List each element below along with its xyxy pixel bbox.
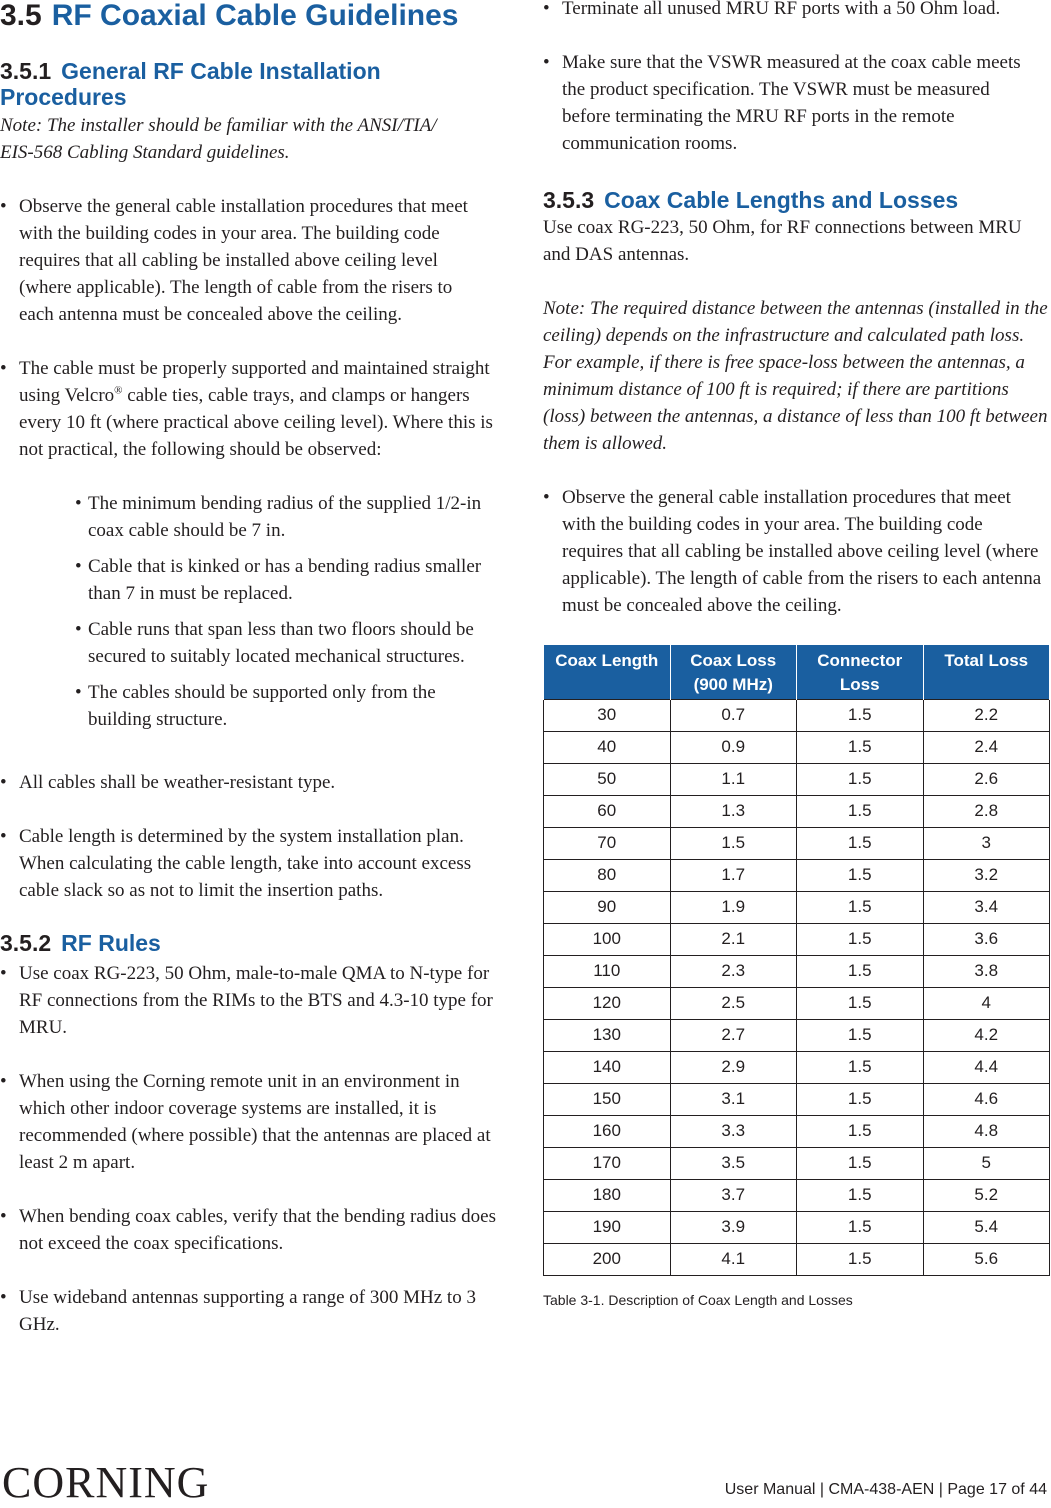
table-cell: 2.6 — [923, 763, 1050, 795]
table-cell: 2.3 — [670, 955, 797, 987]
table-cell: 160 — [544, 1115, 671, 1147]
table-cell: 3.4 — [923, 891, 1050, 923]
bullet-item: • When bending coax cables, verify that the bending radius does not exceed the coax specifications. — [0, 1203, 509, 1257]
table-row — [544, 1243, 1050, 1275]
table-cell: 1.5 — [797, 891, 924, 923]
section-number: 3.5 — [0, 0, 42, 32]
table-cell: 1.3 — [670, 795, 797, 827]
table-cell: 2.9 — [670, 1051, 797, 1083]
table-cell: 2.5 — [670, 987, 797, 1019]
subsection-3-5-1-heading: 3.5.1 General RF Cable Installation Procedures — [0, 58, 381, 110]
mru-bullets — [543, 0, 1051, 157]
table-cell: 1.5 — [797, 987, 924, 1019]
table-cell: 3.5 — [670, 1147, 797, 1179]
table-cell: 1.7 — [670, 859, 797, 891]
table-cell: 1.9 — [670, 891, 797, 923]
table-cell: 2.4 — [923, 731, 1050, 763]
table-cell: 1.5 — [797, 955, 924, 987]
table-cell: 0.9 — [670, 731, 797, 763]
table-cell: 1.5 — [797, 1083, 924, 1115]
table-cell: 140 — [544, 1051, 671, 1083]
left-column — [0, 0, 510, 1338]
table-cell: 130 — [544, 1019, 671, 1051]
table-row — [544, 731, 1050, 763]
table-cell: 3.7 — [670, 1179, 797, 1211]
table-cell: 1.5 — [797, 1211, 924, 1243]
sub-bullet-item: • Cable runs that span less than two floors should be secured to suitably located mechanical structures. — [0, 616, 508, 670]
table-row — [544, 827, 1050, 859]
table-cell: 1.5 — [797, 859, 924, 891]
table-cell: 4.6 — [923, 1083, 1050, 1115]
subsection-3-5-2-heading: 3.5.2 RF Rules — [0, 930, 161, 956]
column-header: Coax Loss (900 MHz) — [670, 645, 797, 699]
table-cell: 70 — [544, 827, 671, 859]
column-header: Total Loss — [923, 645, 1050, 699]
table-cell: 3.3 — [670, 1115, 797, 1147]
table-cell: 3.9 — [670, 1211, 797, 1243]
table-cell: 1.5 — [797, 827, 924, 859]
coax-intro: Use coax RG-223, 50 Ohm, for RF connections between MRU and DAS antennas. — [543, 217, 1022, 265]
table-cell: 120 — [544, 987, 671, 1019]
table-cell: 1.5 — [797, 1051, 924, 1083]
table-cell: 1.1 — [670, 763, 797, 795]
sub-bullet-item: • The minimum bending radius of the supplied 1/2-in coax cable should be 7 in. — [0, 490, 488, 544]
table-cell: 1.5 — [797, 1243, 924, 1275]
table-cell: 3 — [923, 827, 1050, 859]
subsection-3-5-3-body — [543, 214, 1051, 619]
bullet-item: • Observe the general cable installation procedures that meet with the building codes in your area. The building code requires that all cabling be installed above ceiling level (where applicable). The length of cable from the risers to each antenna must be concealed above the ceiling. — [0, 193, 489, 328]
bullet-item: • All cables shall be weather-resistant type. — [0, 769, 510, 796]
table-cell: 1.5 — [797, 1019, 924, 1051]
section-heading — [0, 0, 510, 34]
table-cell: 100 — [544, 923, 671, 955]
bullet-item: • Make sure that the VSWR measured at the coax cable meets the product specification. The VSWR must be measured before terminating the MRU RF ports in the remote communication rooms. — [543, 49, 1042, 157]
table-cell: 170 — [544, 1147, 671, 1179]
table-body — [544, 699, 1050, 1275]
table-cell: 90 — [544, 891, 671, 923]
table-cell: 4.4 — [923, 1051, 1050, 1083]
table-row — [544, 795, 1050, 827]
subsection-3-5-3-heading: 3.5.3 Coax Cable Lengths and Losses — [543, 187, 959, 213]
table-cell: 5 — [923, 1147, 1050, 1179]
bullet-item: • Use wideband antennas supporting a range of 300 MHz to 3 GHz. — [0, 1284, 489, 1338]
column-header: Connector Loss — [797, 645, 924, 699]
table-row — [544, 763, 1050, 795]
table-cell: 5.2 — [923, 1179, 1050, 1211]
bullet-item: • Use coax RG-223, 50 Ohm, male-to-male QMA to N-type for RF connections from the RIMs to the BTS and 4.3-10 type for MRU. — [0, 960, 509, 1041]
table-cell: 2.1 — [670, 923, 797, 955]
table-row — [544, 859, 1050, 891]
table-cell: 1.5 — [797, 1147, 924, 1179]
table-caption: Table 3-1. Description of Coax Length and Losses — [543, 1291, 853, 1308]
table-cell: 40 — [544, 731, 671, 763]
table-cell: 1.5 — [670, 827, 797, 859]
table-cell: 3.1 — [670, 1083, 797, 1115]
table-cell: 1.5 — [797, 795, 924, 827]
table-cell: 3.2 — [923, 859, 1050, 891]
bullet-item: • The cable must be properly supported and maintained straight using Velcro® cable ties, cable trays, and clamps or hangers every 10 ft (where practical above ceiling level). Where this is not practical, the following should be observed: — [0, 355, 497, 463]
table-cell: 50 — [544, 763, 671, 795]
bullet-item: • Terminate all unused MRU RF ports with a 50 Ohm load. — [543, 0, 1051, 22]
subsection-3-5-1-body — [0, 112, 510, 904]
coax-loss-table — [543, 645, 1050, 1276]
corning-logo: CORNING — [2, 1458, 210, 1507]
table-cell: 150 — [544, 1083, 671, 1115]
table-cell: 0.7 — [670, 699, 797, 731]
registered-mark: ® — [114, 384, 123, 397]
table-row — [544, 1147, 1050, 1179]
table-row — [544, 891, 1050, 923]
bullet-item: • Observe the general cable installation procedures that meet with the building codes in your area. The building code requires that all cabling be installed above ceiling level (where applicable). The length of cable from the risers to each antenna must be concealed above the ceiling. — [543, 484, 1042, 619]
subsection-3-5-2-body — [0, 960, 510, 1338]
table-row — [544, 987, 1050, 1019]
sub-bullet-item: • The cables should be supported only from the building structure. — [0, 679, 488, 733]
sub-bullet-item: • Cable that is kinked or has a bending radius smaller than 7 in must be replaced. — [0, 553, 488, 607]
table-cell: 4.2 — [923, 1019, 1050, 1051]
right-column — [543, 0, 1051, 1310]
antenna-distance-note: Note: The required distance between the antennas (installed in the ceiling) depends on the infrastructure and calculated path loss. For example, if there is free space-loss between the antennas, a minimum distance of 100 ft is required; if there are partitions (loss) between the antennas, a distance of less than 100 ft between them is allowed. — [543, 298, 1048, 454]
installer-note: Note: The installer should be familiar with the ANSI/TIA/ EIS-568 Cabling Standard guidelines. — [0, 115, 437, 163]
table-cell: 4 — [923, 987, 1050, 1019]
table-cell: 2.2 — [923, 699, 1050, 731]
table-row — [544, 1179, 1050, 1211]
table-cell: 180 — [544, 1179, 671, 1211]
table-row — [544, 1051, 1050, 1083]
column-header: Coax Length — [544, 645, 671, 699]
table-row — [544, 1115, 1050, 1147]
table-cell: 1.5 — [797, 1115, 924, 1147]
table-cell: 3.6 — [923, 923, 1050, 955]
table-cell: 5.6 — [923, 1243, 1050, 1275]
table-cell: 110 — [544, 955, 671, 987]
table-cell: 3.8 — [923, 955, 1050, 987]
table-cell: 190 — [544, 1211, 671, 1243]
bullet-item: • Cable length is determined by the system installation plan. When calculating the cable length, take into account excess cable slack so as not to limit the insertion paths. — [0, 823, 510, 904]
table-row — [544, 1019, 1050, 1051]
table-header-row — [544, 645, 1050, 699]
table-cell: 1.5 — [797, 763, 924, 795]
table-row — [544, 1211, 1050, 1243]
table-cell: 5.4 — [923, 1211, 1050, 1243]
table-cell: 4.8 — [923, 1115, 1050, 1147]
table-cell: 4.1 — [670, 1243, 797, 1275]
table-row — [544, 699, 1050, 731]
table-cell: 2.7 — [670, 1019, 797, 1051]
table-row — [544, 955, 1050, 987]
table-cell: 1.5 — [797, 699, 924, 731]
table-cell: 80 — [544, 859, 671, 891]
table-cell: 1.5 — [797, 731, 924, 763]
table-cell: 200 — [544, 1243, 671, 1275]
table-cell: 60 — [544, 795, 671, 827]
bullet-item: • When using the Corning remote unit in an environment in which other indoor coverage systems are installed, it is recommended (where possible) that the antennas are placed at least 2 m apart. — [0, 1068, 509, 1176]
table-cell: 30 — [544, 699, 671, 731]
page-footer: User Manual | CMA-438-AEN | Page 17 of 44 — [724, 1481, 1047, 1498]
table-cell: 1.5 — [797, 923, 924, 955]
table-row — [544, 923, 1050, 955]
table-row — [544, 1083, 1050, 1115]
table-cell: 1.5 — [797, 1179, 924, 1211]
section-title: RF Coaxial Cable Guidelines — [51, 0, 459, 32]
table-cell: 2.8 — [923, 795, 1050, 827]
